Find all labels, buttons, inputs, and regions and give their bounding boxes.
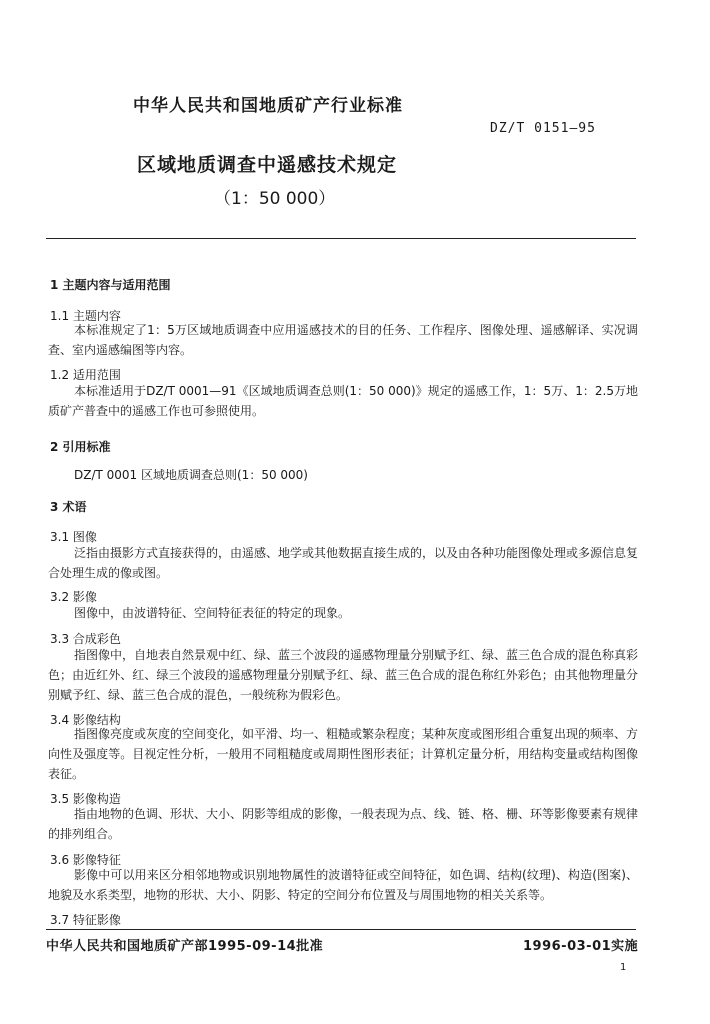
document-scale: （1：50 000） [214, 189, 336, 209]
section-3-1-text: 泛指由摄影方式直接获得的，由遥感、地学或其他数据直接生成的，以及由各种功能图像处理或多源信息复合处理生成的像或图。 [48, 546, 639, 580]
header-rule [46, 238, 636, 239]
effective-date: 1996-03-01实施 [523, 939, 639, 954]
section-3-5-text: 指由地物的色调、形状、大小、阴影等组成的影像，一般表现为点、线、链、格、栅、环等影像要素有规律的排列组合。 [48, 807, 639, 841]
footer-rule [46, 929, 636, 930]
standard-category-title: 中华人民共和国地质矿产行业标准 [133, 96, 403, 116]
section-3-7-heading: 3.7 特征影像 [50, 913, 121, 927]
section-3-heading: 3 术语 [50, 500, 87, 514]
section-3-3-heading: 3.3 合成彩色 [50, 632, 121, 646]
section-3-2-text: 图像中，由波谱特征、空间特征表征的特定的现象。 [74, 606, 351, 620]
section-3-3-text: 指图像中，自地表自然景观中红、绿、蓝三个波段的遥感物理量分别赋予红、绿、蓝三色合成的混色称真彩色；由近红外、红、绿三个波段的遥感物理量分别赋予红、绿、蓝三色合成的混色称红外彩色；由其他物理量分别赋予红、绿、蓝三色合成的混色，一般统称为假彩色。 [48, 648, 639, 702]
section-3-4-heading: 3.4 影像结构 [50, 713, 121, 727]
section-3-6-heading: 3.6 影像特征 [50, 853, 121, 867]
section-3-5-heading: 3.5 影像构造 [50, 792, 121, 806]
section-3-2-heading: 3.2 影像 [50, 590, 97, 604]
section-3-6-text: 影像中可以用来区分相邻地物或识别地物属性的波谱特征或空间特征，如色调、结构(纹理)、构造(图案)、地貌及水系类型，地物的形状、大小、阴影、特定的空间分布位置及与周围地物的相关关系等。 [48, 868, 638, 902]
section-2-reference: DZ/T 0001 区域地质调查总则(1：50 000) [74, 468, 308, 482]
section-3-4-text: 指图像亮度或灰度的空间变化，如平滑、均一、粗糙或繁杂程度；某种灰度或图形组合重复出现的频率、方向性及强度等。目视定性分析，一般用不同粗糙度或周期性图形表征；计算机定量分析，用结构变量或结构图像表征。 [48, 727, 639, 781]
section-1-2-text: 本标准适用于DZ/T 0001—91《区域地质调查总则(1：50 000)》规定的遥感工作，1：5万、1：2.5万地质矿产普查中的遥感工作也可参照使用。 [48, 384, 638, 418]
page-number: 1 [620, 962, 627, 973]
section-1-heading: 1 主题内容与适用范围 [50, 278, 171, 292]
section-2-heading: 2 引用标准 [50, 440, 111, 454]
section-1-2-heading: 1.2 适用范围 [50, 368, 121, 382]
section-1-1-heading: 1.1 主题内容 [50, 309, 121, 323]
standard-number: DZ/T 0151—95 [490, 121, 596, 136]
approval-line: 中华人民共和国地质矿产部1995-09-14批准 [46, 939, 324, 954]
section-1-1-text: 本标准规定了1：5万区域地质调查中应用遥感技术的目的任务、工作程序、图像处理、遥感解译、实况调查、室内遥感编图等内容。 [48, 323, 638, 357]
document-title: 区域地质调查中遥感技术规定 [137, 154, 398, 176]
section-3-1-heading: 3.1 图像 [50, 530, 97, 544]
